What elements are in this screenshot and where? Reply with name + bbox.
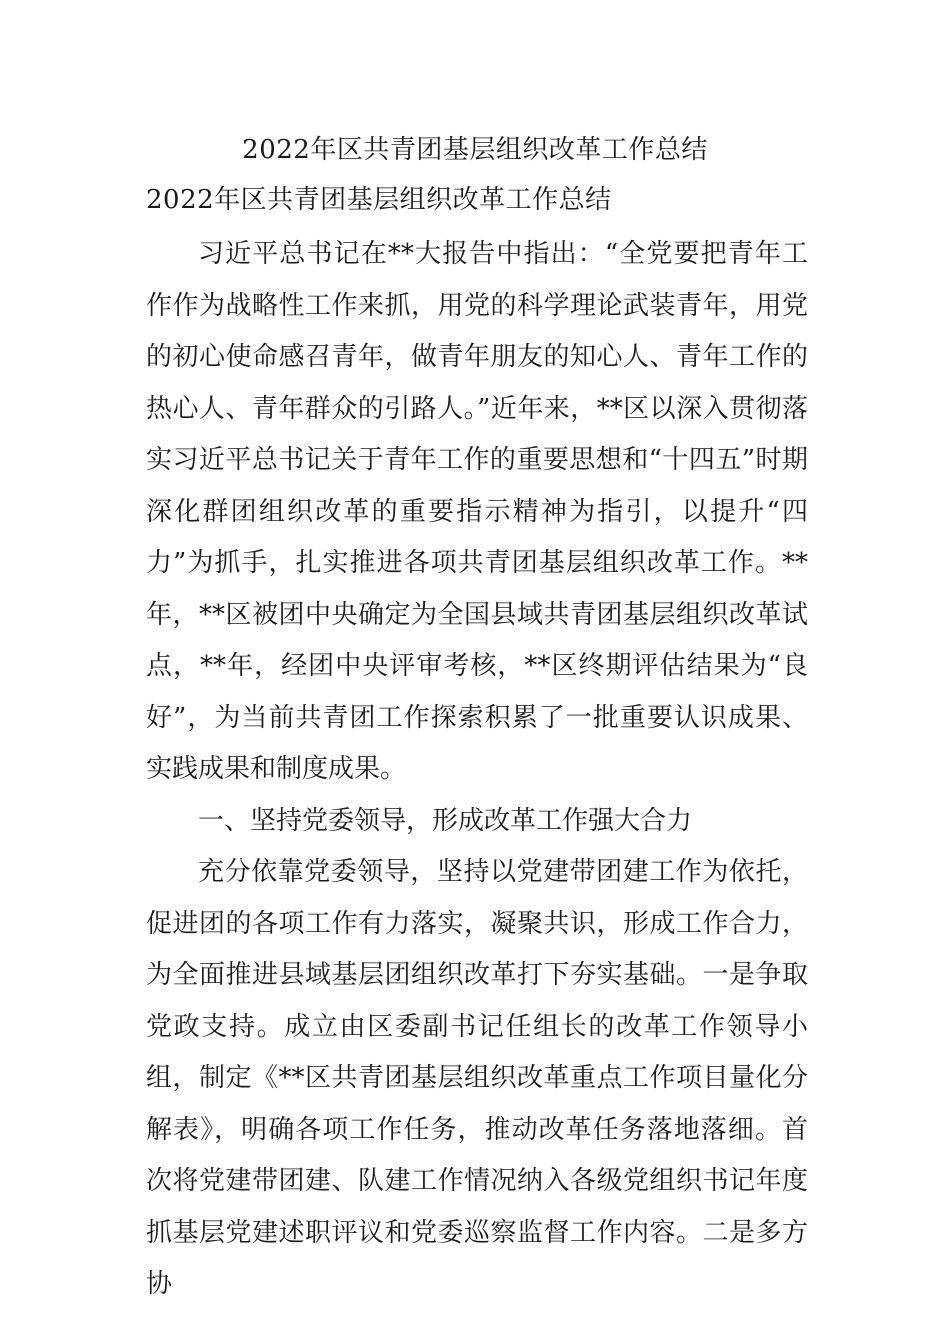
document-title: 2022年区共青团基层组织改革工作总结 — [242, 135, 708, 165]
paragraph-section-1: 充分依靠党委领导，坚持以党建带团建工作为依托，促进团的各项工作有力落实，凝聚共识，形成工作合力，为全面推进县域基层团组织改革打下夯实基础。一是争取党政支持。成立由区委副书记任组长的改革工作领导小组，制定《**区共青团基层组织改革重点工作项目量化分解表》，明确各项工作任务，推动改革任务落地落细。首次将党建带团建、队建工作情况纳入各级党组织书记年度抓基层党建述职评议和党委巡察监督工作内容。二是多方协 — [146, 857, 808, 1299]
document-subtitle: 2022年区共青团基层组织改革工作总结 — [146, 185, 612, 215]
section-heading: 一、坚持党委领导，形成改革工作强大合力 — [198, 805, 693, 836]
document-body — [146, 229, 808, 1311]
paragraph-intro: 习近平总书记在**大报告中指出：“全党要把青年工作作为战略性工作来抓，用党的科学理论武装青年，用党的初心使命感召青年，做青年朋友的知心人、青年工作的热心人、青年群众的引路人。”近年来，**区以深入贯彻落实习近平总书记关于青年工作的重要思想和“十四五”时期深化群团组织改革的重要指示精神为指引，以提升“四力”为抓手，扎实推进各项共青团基层组织改革工作。**年，**区被团中央确定为全国县域共青团基层组织改革试点，**年，经团中央评审考核，**区终期评估结果为“良好”，为当前共青团工作探索积累了一批重要认识成果、实践成果和制度成果。 — [146, 239, 808, 784]
